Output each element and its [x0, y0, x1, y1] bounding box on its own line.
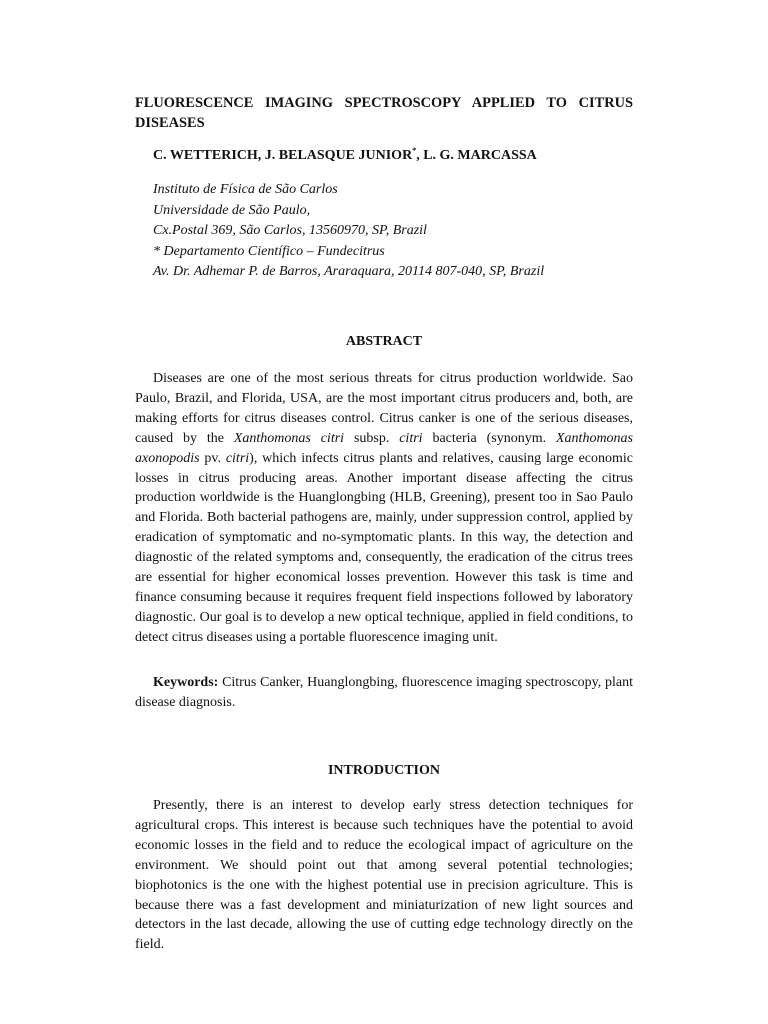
abstract-paragraph — [135, 369, 633, 648]
authors-part2: , L. G. MARCASSA — [416, 148, 537, 163]
affiliation-line: Universidade de São Paulo, — [153, 202, 311, 218]
abstract-text: subsp. — [344, 430, 400, 446]
abstract-heading: ABSTRACT — [345, 334, 423, 349]
introduction-heading: INTRODUCTION — [327, 763, 440, 778]
species-name: citri — [225, 450, 250, 466]
abstract-text: Diseases are one of the most serious threats for citrus production worldwide. Sao Paulo, Brazil, and Florida, USA, are the most important citrus producers and, both, are making efforts for citrus diseases control. Citrus canker is one of the serious diseases, caused by the — [135, 371, 633, 446]
authors-part1: C. WETTERICH, J. BELASQUE JUNIOR — [153, 148, 413, 163]
species-name: Xanthomonas citri — [233, 430, 345, 446]
affiliation-line: Instituto de Física de São Carlos — [153, 182, 338, 197]
introduction-paragraph: Presently, there is an interest to develop early stress detection techniques for agricultural crops. This interest is because such techniques have the potential to avoid economic losses in the field and to reduce the ecological impact of agriculture on the environment. We should point out that among several potential technologies; biophotonics is the one with the highest potential use in precision agriculture. This is because there was a fast development and miniaturization of new light sources and detectors in the last decade, allowing the use of cutting edge technology directly on the field. — [135, 798, 633, 953]
keywords-label: Keywords: — [153, 675, 219, 690]
affiliation-block — [153, 180, 651, 283]
author-affiliation-mark: * — [412, 146, 417, 155]
keywords-text: Citrus Canker, Huanglongbing, fluorescence imaging spectroscopy, plant disease diagnosis. — [135, 675, 633, 710]
affiliation-line: Cx.Postal 369, São Carlos, 13560970, SP, Brazil — [153, 223, 427, 238]
abstract-text: ), which infects citrus plants and relatives, causing large economic losses in citrus producing areas. Another important disease affecting the citrus production worldwide is the Huanglongbing (HLB, Greening), present too in Sao Paulo and Florida. Both bacterial pathogens are, mainly, under suppression control, applied by eradication of symptomatic and no-symptomatic plants. In this way, the detection and diagnostic of the related symptoms and, consequently, the eradication of the citrus trees are essential for higher economical losses prevention. However this task is time and finance consuming because it requires frequent field inspections followed by laboratory diagnostic. Our goal is to develop a new optical technique, applied in field conditions, to detect citrus diseases using a portable fluorescence imaging unit. — [135, 450, 633, 645]
paper-title: FLUORESCENCE IMAGING SPECTROSCOPY APPLIED TO CITRUS DISEASES — [135, 95, 633, 131]
species-name: citri — [399, 430, 423, 446]
author-list — [153, 146, 651, 164]
affiliation-line: * Departamento Científico – Fundecitrus — [153, 243, 385, 259]
abstract-text: pv. — [199, 450, 226, 466]
abstract-text: bacteria (synonym. — [422, 430, 556, 446]
affiliation-line: Av. Dr. Adhemar P. de Barros, Araraquara, 20114 807-040, SP, Brazil — [153, 264, 545, 279]
keywords-paragraph — [135, 673, 633, 713]
species-name: Xanthomonas axonopodis — [135, 430, 633, 466]
